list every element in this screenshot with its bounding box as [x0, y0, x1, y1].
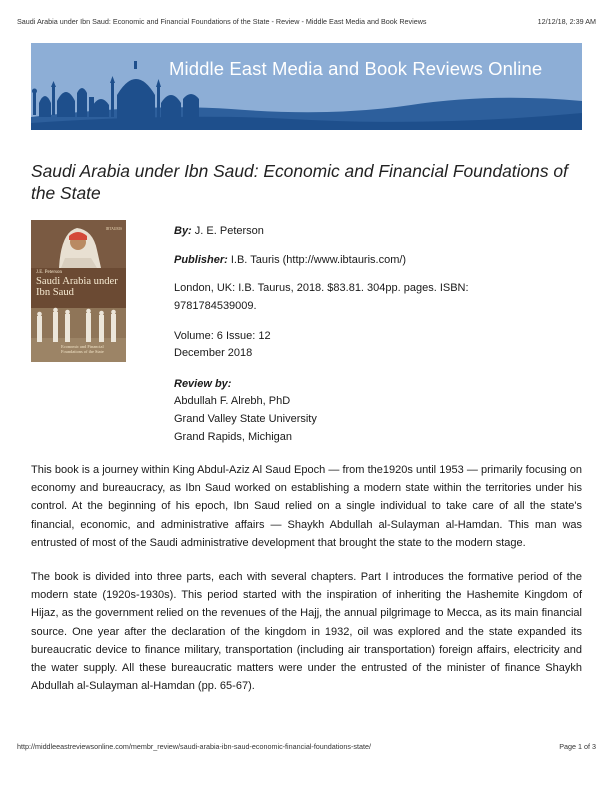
- reviewer-name: Abdullah F. Alrebh, PhD: [174, 395, 291, 407]
- print-url: http://middleeastreviewsonline.com/membr_review/saudi-arabia-ibn-saud-economic-financial-foundations-state/: [17, 742, 371, 751]
- publisher-row: [174, 252, 406, 268]
- print-timestamp: 12/12/18, 2:39 AM: [537, 17, 596, 26]
- reviewer-location: Grand Rapids, Michigan: [174, 431, 293, 443]
- print-footer: [17, 742, 596, 752]
- review-by-label: [174, 376, 231, 392]
- print-page-title: Saudi Arabia under Ibn Saud: Economic and Financial Foundations of the State - Review - Middle East Media and Book Reviews: [17, 17, 427, 26]
- paragraph: This book is a journey within King Abdul-Aziz Al Saud Epoch — from the1920s until 1953 — primarily focusing on economy and bureaucracy, as Ibn Saud worked on establishing a modern state within the territories under his control. At the beginning of his epoch, Ibn Saud relied on a single individual to take care of all the state's financial, economic, and administrative affairs — Shaykh Abdullah al-Sulayman al-Hamdan. This man was entrusted of most of the Saudi administrative development that brought the state to the modern stage.: [31, 464, 582, 549]
- publisher-link[interactable]: I.B. Tauris (http://www.ibtauris.com/): [230, 254, 407, 266]
- article-title: Saudi Arabia under Ibn Saud: Economic and Financial Foundations of the State: [31, 161, 568, 203]
- cover-publisher-mark: IBTAURIS: [105, 227, 122, 231]
- print-header: [17, 17, 596, 27]
- book-cover-image: [31, 220, 126, 362]
- cover-subtitle: Economic and Financial Foundations of the State: [61, 344, 104, 354]
- site-name[interactable]: Middle East Media and Book Reviews Online: [169, 58, 543, 79]
- cover-author: J.E. Peterson: [36, 270, 62, 275]
- volume-issue: Volume: 6 Issue: 12: [174, 330, 271, 342]
- by-label: By:: [174, 225, 192, 237]
- publisher-label: Publisher:: [174, 254, 228, 266]
- reviewer-affiliation: Grand Valley State University: [174, 413, 317, 425]
- citation-line-2: 9781784539009.: [174, 300, 257, 312]
- page-indicator: Page 1 of 3: [559, 742, 596, 751]
- citation-line-1: London, UK: I.B. Taurus, 2018. $83.81. 304pp. pages. ISBN:: [174, 282, 469, 294]
- review-by-label-text: Review by:: [174, 378, 232, 390]
- author-row: [174, 223, 264, 239]
- author-name: J. E. Peterson: [194, 225, 264, 237]
- cover-title: Saudi Arabia under Ibn Saud: [36, 276, 118, 298]
- review-body: [31, 461, 582, 711]
- skyline-illustration: [31, 43, 582, 130]
- issue-date: December 2018: [174, 347, 253, 359]
- site-banner[interactable]: [31, 43, 582, 130]
- paragraph: The book is divided into three parts, each with several chapters. Part I introduces the formative period of the modern state (1920s-1930s). This period started with the inspiration of inheriting the Hashemite Kingdom of Hijaz, as the government relied on the revenues of the Hajj, the annual pilgrimage to Mecca, as its main financial source. One year after the declaration of the kingdom in 1932, oil was explored and the state expanded its bureaucratic device to finance military, transportation (including air transportation) foreign affairs, electricity and the water supply. All these bureaucratic matters were under the entrusted of the minister of finance Shaykh Abdullah al-Sulayman al-Hamdan (pp. 65-67).: [31, 571, 582, 693]
